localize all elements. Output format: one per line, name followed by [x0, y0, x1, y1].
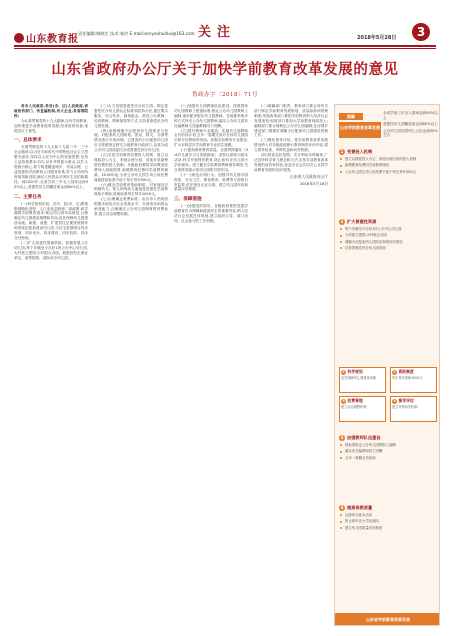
section-heading: 二、主要任务: [14, 194, 42, 200]
paragraph: (四)加强城镇小区配套幼儿园建设与管理。对配套幼儿园规划、建设、移交、办园等情况进行专项治理。已建成的小区配套幼儿园应当按照规定移交当地教育行政部门,由其办成公办幼儿园或委托办成普惠性民办幼儿园。: [94, 128, 168, 153]
target-item: 普惠性幼儿园覆盖率达到80%以上: [383, 122, 438, 127]
paragraph: (一)加强组织领导。各级政府要把发展学前教育作为保障和改善民生的重要内容,纳入经济社会发展总体规划,建立政府主导、部门协同、社会参与的工作机制。: [174, 204, 248, 224]
editors-line: 责任编辑:韩晓生 技术:秦洪 E-mail:senyouhuihui@163.com: [78, 31, 195, 36]
section-number-badge: 2: [340, 219, 344, 224]
paragraph: (三)大力发展普惠性民办幼儿园。制定普惠性民办幼儿园认定标准和扶持办法,通过购买服务、综合奖补、减免租金、派驻公办教师、培训教师、教研指导等方式,支持普惠性民办幼儿园发展。: [94, 104, 168, 128]
box-text: 每生每年资助1000元: [392, 376, 423, 380]
paragraph: (五)完善学前教育经费投入机制。建立以财政投入为主、家庭合理分担、其他多渠道筹措经费的投入机制。各级政府要将学前教育经费列入财政预算,新增教育经费向学前教育倾斜。2018年起,全省公办幼儿园生均公用经费财政拨款标准不低于每生每年500元。: [94, 153, 168, 182]
section-number-badge: 1: [340, 149, 344, 154]
panel-section-heading: [339, 435, 437, 441]
paragraph: (九)提升教师专业素质。实施幼儿园教师全员培训计划,五年一周期完成对全体幼儿园园长和专任教师的培训。加强学前教育专业建设,扩大本科层次学前教育专业招生规模。: [174, 128, 248, 148]
masthead-rule-thin: [14, 48, 436, 49]
page-number-badge: 3: [412, 23, 430, 41]
panel-box-grid: [339, 367, 437, 425]
section-heading: 三、保障措施: [174, 197, 202, 203]
article-body: [14, 104, 329, 626]
box-title: 资助制度: [398, 369, 414, 374]
newspaper-logo: [14, 30, 79, 45]
box-number: ④: [393, 398, 396, 403]
panel-bullet-item: 公办幼儿园生均公用经费不低于每生每年500元: [345, 170, 437, 174]
panel-bullet-item: 建立以财政投入为主、家庭合理分担的投入机制: [345, 157, 437, 161]
panel-section-2: [339, 219, 437, 252]
box-text: 优先保障幼儿园建设用地: [341, 376, 377, 380]
box-row: [339, 367, 437, 393]
logo-text: 山东教育报: [26, 34, 79, 45]
panel-section-heading: [339, 505, 437, 511]
panel-bullet-item: 城镇小区配套幼儿园同步规划同步建设: [345, 240, 437, 244]
signature-line: 2018年5月18日: [299, 180, 328, 186]
paragraph: (十)提高保育教育质量。全面贯彻落实《3-6岁儿童学习与发展指南》,坚持以游戏为基本活动,科学开展保育教育,防止和纠正幼儿园小学化倾向。建立健全学前教育教研指导网络,充分发挥省级示范幼儿园的引领作用。: [174, 148, 248, 172]
masthead-rule: [14, 45, 436, 47]
box-number: ②: [393, 369, 396, 374]
paragraph: 全面贯彻党的十九大和十九届二中、三中全会精神,以习近平新时代中国特色社会主义思想为指导,坚持以人民为中心的发展思想,坚持公益普惠基本方向,以补齐短板为重点,以扩大资源为核心,着力构建覆盖城乡、布局合理、公益普惠的学前教育公共服务体系,努力让幼有所育取得新进展,满足人民群众对美好生活的新期待。到2020年,全省学前三年毛入园率达到90%以上,普惠性幼儿园覆盖率达到80%以上。: [14, 145, 88, 189]
panel-bullet-item: 大村独立建园,小村联合办园: [345, 233, 437, 237]
box-row: [339, 396, 437, 422]
paragraph: (二)明确部门职责。教育部门要会同有关部门制定学前教育发展规划、质量标准和管理制度;发展改革部门要把学前教育纳入经济社会发展规划;财政部门要加大学前教育财政投入;编制部门要合理核定公办幼儿园编制;住房城乡建设部门要做好城镇小区配套幼儿园建设管理工作。: [254, 104, 328, 138]
panel-bullet-item: 扶持普惠性民办幼儿园发展: [345, 246, 437, 250]
panel-bullet-item: 建立幼儿园质量评估制度: [345, 526, 437, 530]
panel-footer: 山东省学前教育改革发展: [335, 613, 440, 626]
masthead: [0, 0, 450, 50]
text-column-3: [174, 104, 248, 624]
box-title: 收费管理: [347, 398, 363, 403]
panel-bullet-item: 以游戏为基本活动: [345, 513, 437, 517]
document-number: 鲁政办字〔2018〕71号: [192, 92, 258, 98]
paragraph: (十一)规范办园行为。加强对幼儿园办园资质、安全卫生、保育教育、收费等方面的日常监管,依法查处无证办园。建立幼儿园年检和质量评估制度。: [174, 172, 248, 192]
info-box: [390, 367, 437, 393]
paragraph: (七)合理确定收费标准。由各市人民政府根据本地经济社会发展水平、办园成本和群众承受能力,合理确定公办幼儿园保育教育费标准,建立动态调整机制。: [94, 197, 168, 216]
panel-bullet-item: 每个乡镇至少办好1所公办中心幼儿园: [345, 227, 437, 231]
text-column-1: [14, 104, 88, 624]
signature-line: 山东省人民政府办公厅: [290, 173, 328, 179]
infographic-banner: 山东学前教育改革发展: [339, 122, 381, 138]
info-box: [339, 367, 386, 393]
infographic-panel: [334, 104, 440, 626]
panel-bullet-item: 按标准核定公办幼儿园教职工编制: [345, 443, 437, 447]
text-column-4: [254, 104, 328, 624]
salutation: 各市人民政府,各县(市、区)人民政府,省政府各部门、各直属机构,各大企业,各高等院校:: [14, 104, 88, 118]
panel-section-title: 提高保教质量: [347, 505, 373, 510]
box-number: ①: [342, 369, 345, 374]
section-heading: 一、总体要求: [14, 138, 42, 144]
panel-section-title: 加强教师队伍建设: [347, 435, 381, 440]
panel-section-title: 扩大普惠性资源: [347, 219, 377, 224]
paragraph: (八)加强幼儿园教师队伍建设。按照国家幼儿园教职工配备标准,核定公办幼儿园教职工编制,逐步配齐配足幼儿园教师。各地要采取多种方式补充公办幼儿园教师,落实公办幼儿园非在编教师与在编教师同工同酬。: [174, 104, 248, 128]
infographic-tag: 图解: [339, 113, 363, 120]
section-number-badge: 3: [340, 435, 344, 440]
panel-section-1: [339, 149, 437, 176]
target-item: 公办幼儿园在园幼儿占比达到50%左右: [383, 128, 438, 138]
section-title: 关注: [198, 25, 237, 40]
panel-section-title: 完善投入机制: [347, 149, 373, 154]
issue-date: 2018年5月28日: [357, 35, 397, 41]
paragraph: (三)强化督导评估。将学前教育改革发展情况纳入对各级政府履行教育职责评价内容,建立督导检查、考核奖惩和问责机制。: [254, 138, 328, 153]
panel-bullet-item: 五年一周期全员培训: [345, 456, 437, 460]
box-title: 督导评估: [398, 398, 414, 403]
panel-bullet-item: 落实非在编教师同工同酬: [345, 449, 437, 453]
box-text: 建立考核问责机制: [392, 405, 418, 409]
logo-emblem-icon: [14, 33, 24, 43]
panel-section-4: [339, 505, 437, 532]
target-list: [383, 111, 438, 140]
article-headline: 山东省政府办公厅关于加快学前教育改革发展的意见: [51, 62, 399, 78]
box-number: ③: [342, 398, 345, 403]
paragraph: (二)扩大普惠性资源供给。积极发展公办幼儿园,每个乡镇至少办好1所公办中心幼儿园,大村独立建园,小村联合办园。鼓励国有企事业单位、高等院校、部队举办幼儿园。: [14, 240, 88, 260]
paragraph: 为认真贯彻党的十九大精神,办好学前教育,加快推进学前教育改革发展,经省政府同意,现提出以下意见。: [14, 118, 88, 133]
target-item: 全省学前三年毛入园率达到90%以上: [383, 111, 438, 120]
text-column-2: [94, 104, 168, 624]
info-box: [339, 396, 386, 422]
panel-section-heading: [339, 219, 437, 225]
box-title: 科学规划: [347, 369, 363, 374]
info-box: [390, 396, 437, 422]
box-text: 建立动态调整机制: [341, 405, 367, 409]
section-number-badge: 4: [340, 505, 344, 510]
panel-bullet-item: 新增教育经费向学前教育倾斜: [345, 163, 437, 167]
paragraph: (四)营造良好氛围。充分利用各种媒体,广泛宣传科学育儿理念和方法,宣传学前教育改革发展的成效和经验,营造全社会共同关心支持学前教育发展的良好氛围。: [254, 153, 328, 172]
panel-section-heading: [339, 149, 437, 155]
paragraph: (一)科学规划布局。各市、县(市、区)要根据城镇化进程、人口变化趋势和二孩政策,科学测算学前教育需求,制定幼儿园布局规划,合理确定幼儿园建设规模和布局,优先保障幼儿园建设用地。新建、改建、扩建居住区要按照国家和省规定配套建设幼儿园,与住宅首期项目同步规划、同步设计、同步建设、同步验收、同步交付使用。: [14, 201, 88, 240]
panel-section-3: [339, 435, 437, 462]
paragraph: (六)健全学前教育资助制度。对家庭经济困难幼儿、孤儿和残疾儿童接受普惠性学前教育给予资助,资助标准每生每年1000元。: [94, 182, 168, 197]
panel-bullet-item: 防止和纠正小学化倾向: [345, 519, 437, 523]
